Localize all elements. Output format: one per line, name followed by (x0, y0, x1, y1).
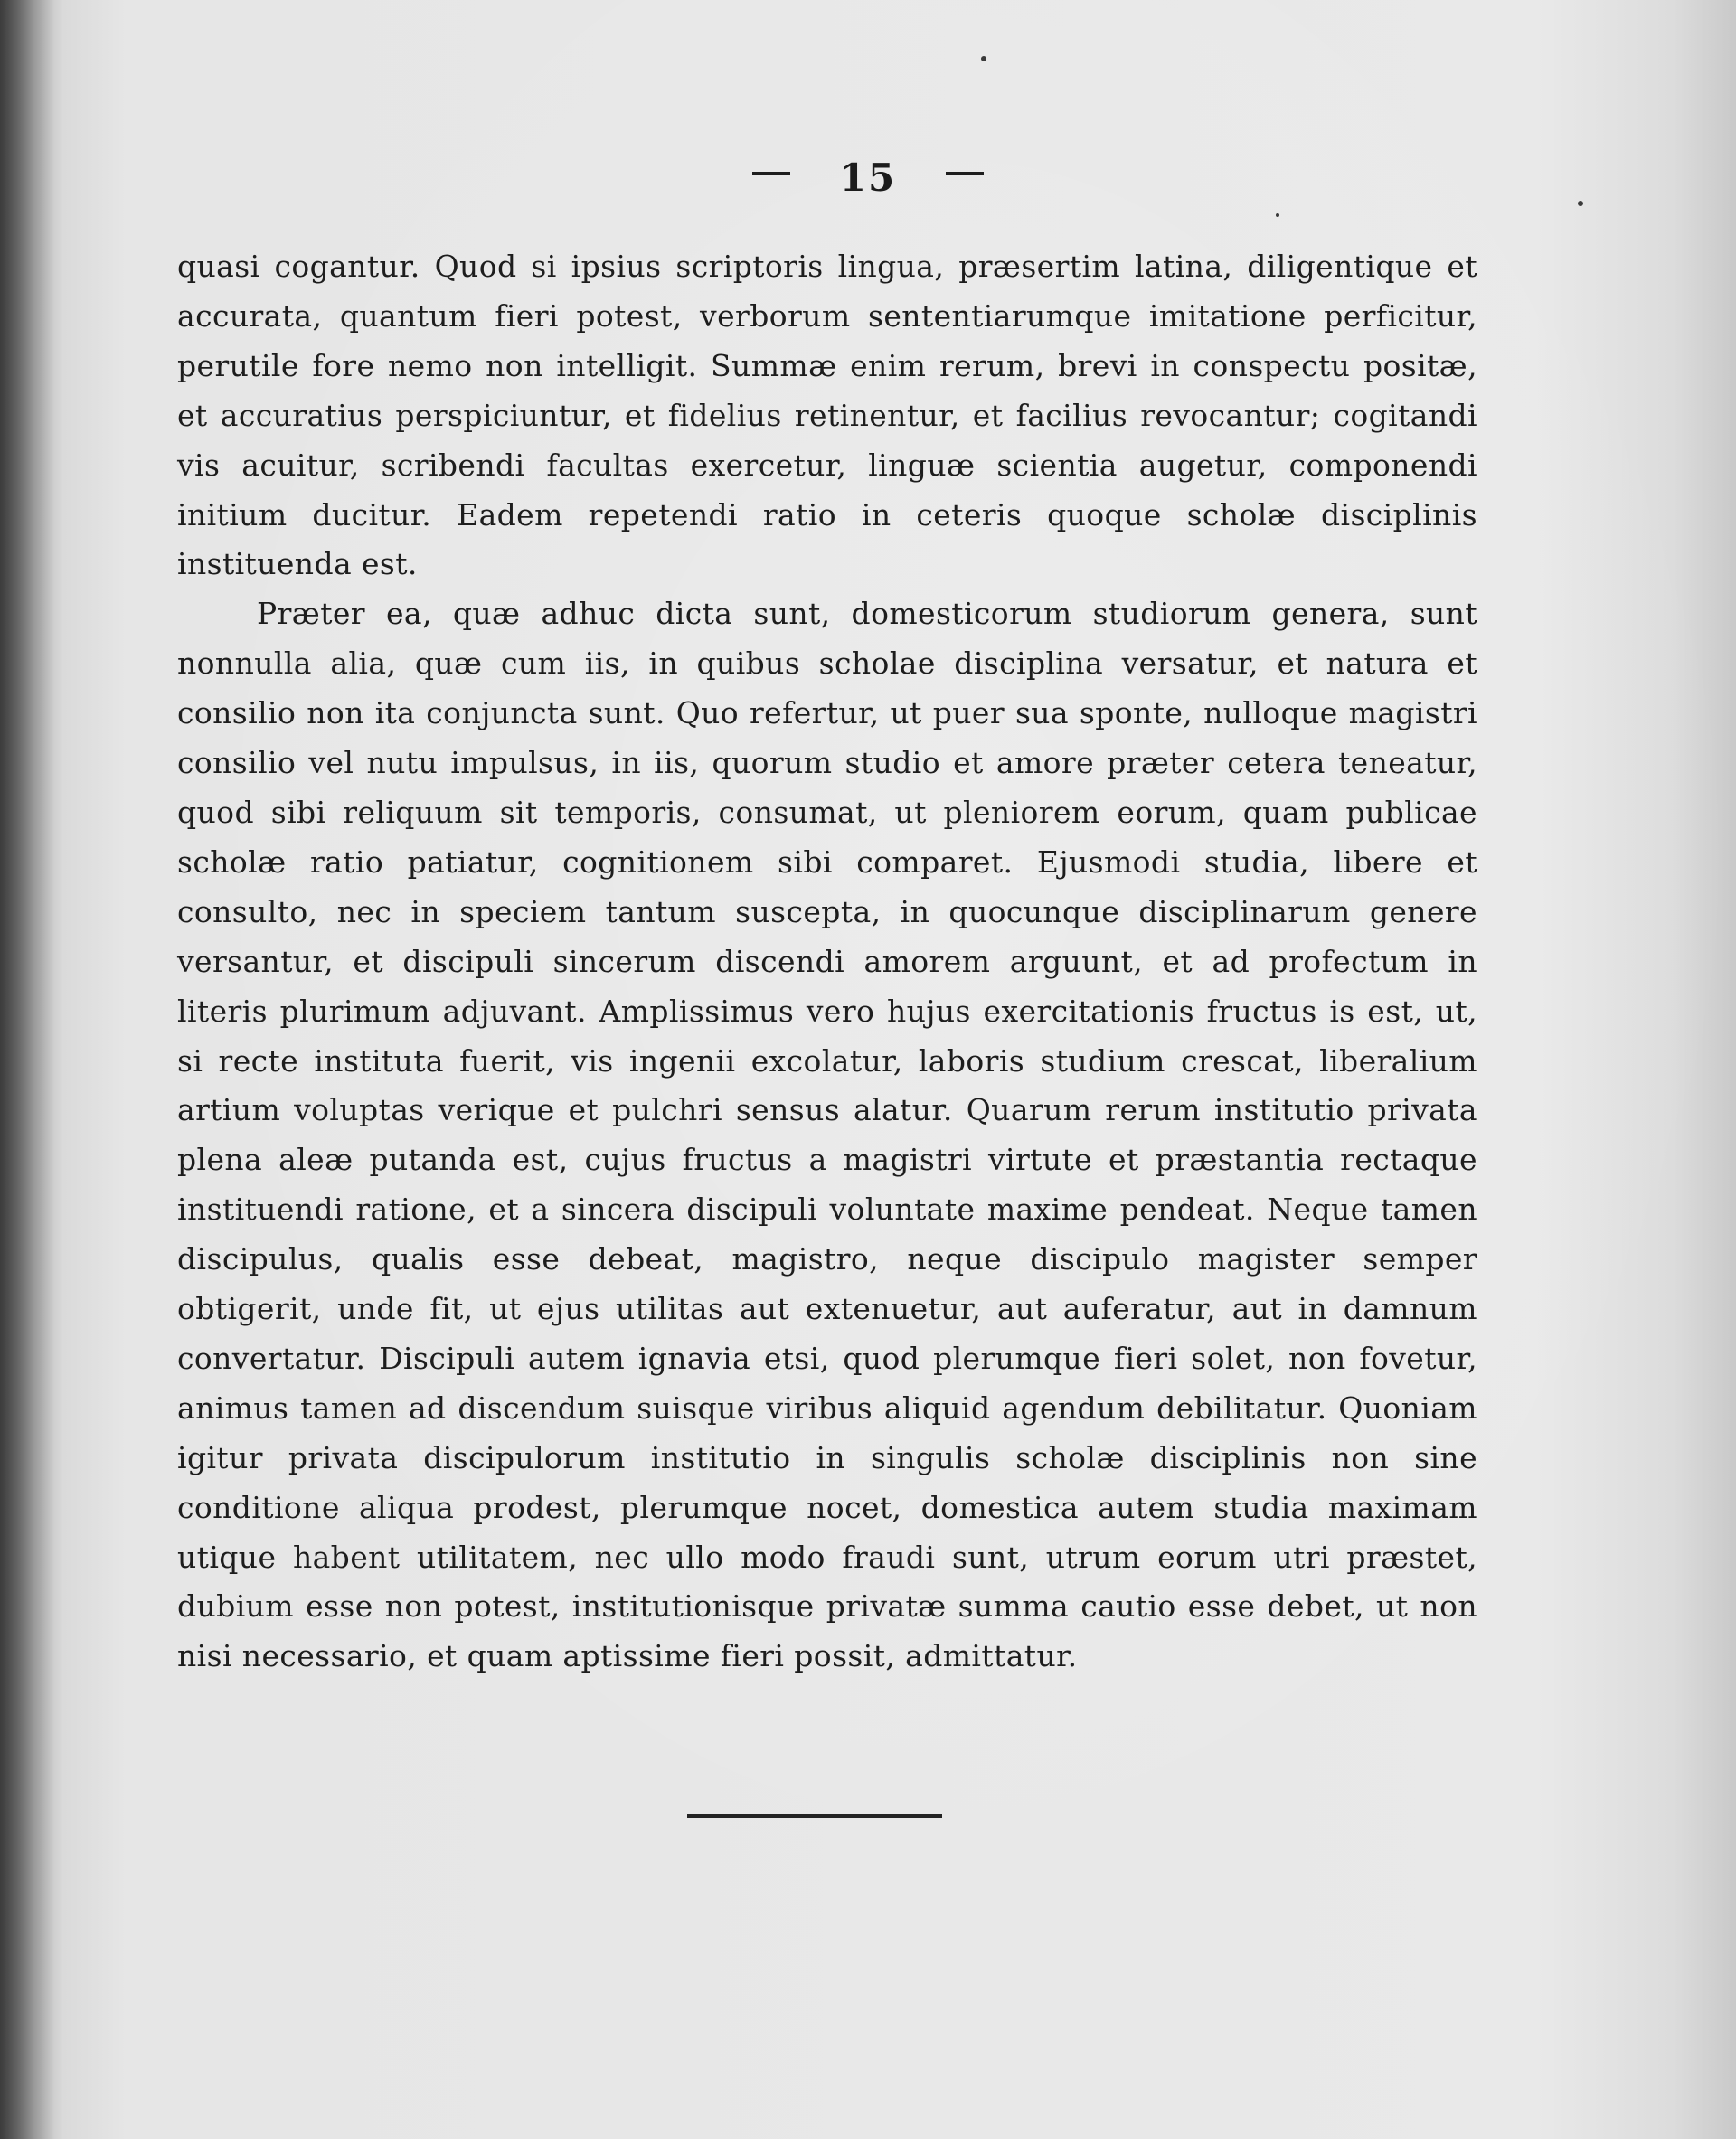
page-header (0, 152, 1736, 215)
header-dash-left (752, 172, 790, 175)
header-dash-right (946, 172, 984, 175)
paper-speck (1276, 213, 1279, 217)
paragraph-praeter: Præter ea, quæ adhuc dicta sunt, domesticorum studiorum genera, sunt nonnulla alia, quæ cum iis, in quibus scholae disciplina versatur, et natura et consilio non ita conjuncta sunt. Quo refertur, ut puer sua sponte, nulloque magistri consilio vel nutu impulsus, in iis, quorum studio et amore præter cetera teneatur, quod sibi reliquum sit temporis, consumat, ut pleniorem eorum, quam publicae scholæ ratio patiatur, cognitionem sibi comparet. Ejusmodi studia, libere et consulto, nec in speciem tantum suscepta, in quocunque disciplinarum genere versantur, et discipuli sincerum discendi amorem arguunt, et ad profectum in literis plurimum adjuvant. Amplissimus vero hujus exercitationis fructus is est, ut, si recte instituta fuerit, vis ingenii excolatur, laboris studium crescat, liberalium artium voluptas verique et pulchri sensus alatur. Quarum rerum institutio privata plena aleæ putanda est, cujus fructus a magistri virtute et præstantia rectaque instituendi ratione, et a sincera discipuli voluntate maxime pendeat. Neque tamen discipulus, qualis esse debeat, magistro, neque discipulo magister semper obtigerit, unde fit, ut ejus utilitas aut extenuetur, aut auferatur, aut in damnum convertatur. Discipuli autem ignavia etsi, quod plerumque fieri solet, non fovetur, animus tamen ad discendum suisque viribus aliquid agendum debilitatur. Quoniam igitur privata discipulorum institutio in singulis scholæ disciplinis non sine conditione aliqua prodest, plerumque nocet, domestica autem studia maximam utique habent utilitatem, nec ullo modo fraudi sunt, utrum eorum utri præstet, dubium esse non potest, institutionisque privatæ summa cautio esse debet, ut non nisi necessario, et quam aptissime fieri possit, admittatur. (177, 596, 1477, 1674)
binding-shadow (0, 0, 54, 2139)
body-text (177, 242, 1477, 1682)
paper-speck (1578, 201, 1583, 206)
end-rule (687, 1814, 942, 1818)
paragraph-continuation: quasi cogantur. Quod si ipsius scriptoris lingua, præsertim latina, diligentique et accurata, quantum fieri potest, verborum sententiarumque imitatione perficitur, perutile fore nemo non intelligit. Summæ enim rerum, brevi in conspectu positæ, et accuratius perspiciuntur, et fidelius retinentur, et facilius revocantur; cogitandi vis acuitur, scribendi facultas exercetur, linguæ scientia augetur, componendi initium ducitur. Eadem repetendi ratio in ceteris quoque scholæ disciplinis instituenda est. (177, 249, 1477, 582)
paper-speck (981, 56, 986, 61)
page-number: 15 (839, 155, 897, 200)
